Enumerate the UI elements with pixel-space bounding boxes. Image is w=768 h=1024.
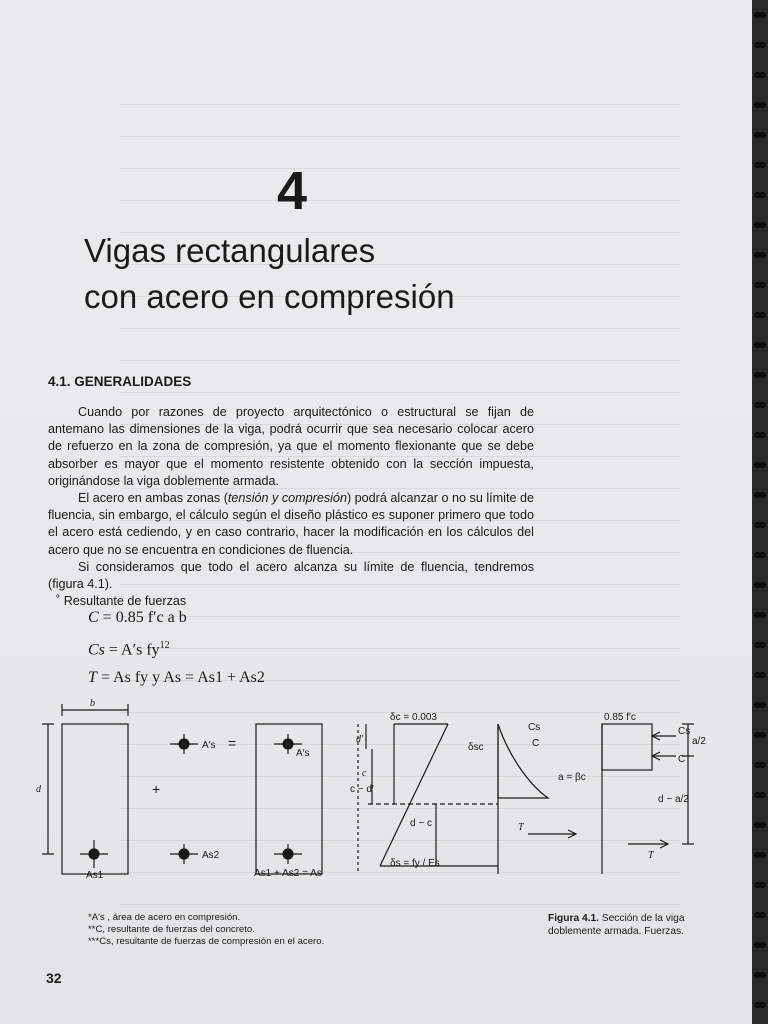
figure-caption [548, 912, 738, 938]
spiral-ring [754, 672, 766, 678]
spiral-ring [754, 372, 766, 378]
paragraph-4-text: Resultante de fuerzas [63, 594, 187, 609]
label-sum: As1 + As2 = As [254, 868, 322, 879]
paragraph-2 [48, 490, 534, 559]
label-plus: + [152, 781, 161, 797]
figure-4-1-diagram [28, 694, 728, 894]
force-equations [88, 604, 348, 692]
spiral-ring [754, 192, 766, 198]
chapter-title-line2: con acero en compresión [84, 278, 455, 315]
spiral-ring [754, 762, 766, 768]
equation-c [88, 604, 348, 632]
footnote-3: ***Cs, resultante de fuerzas de compresión en el acero. [88, 936, 325, 947]
label-cs-diagram: Cs [528, 722, 541, 733]
paragraph-2-emphasis: tensión y compresión [227, 491, 347, 506]
equivalent-stress-block [602, 724, 652, 770]
footnote-2: **C, resultante de fuerzas del concreto. [88, 924, 255, 935]
label-strain-top: δc = 0.003 [390, 712, 437, 723]
spiral-ring [754, 12, 766, 18]
spiral-ring [754, 222, 766, 228]
label-a-beta-c: a = βc [558, 772, 586, 783]
label-t-diagram: T [518, 822, 524, 833]
footnote-1: *A′s , área de acero en compresión. [88, 912, 241, 923]
spiral-ring [754, 942, 766, 948]
spiral-ring [754, 72, 766, 78]
spiral-ring [754, 312, 766, 318]
paragraph-1: Cuando por razones de proyecto arquitectónico o estructural se fijan de antemano las dimensiones de la viga, podrá ocurrir que sea necesario colocar acero de refuerzo en la zona de compresión, ya que el momento flexionante que se debe absorber es mayor que el momento resistente obtenido con la sección impuesta, originándose la viga doblemente armada. [48, 405, 534, 488]
label-equals: = [228, 735, 237, 751]
chapter-title-line1: Vigas rectangulares [84, 232, 376, 269]
spiral-ring [754, 132, 766, 138]
label-d: d [36, 784, 41, 795]
page-number: 32 [46, 970, 62, 986]
spiral-ring [754, 1002, 766, 1008]
section-heading: 4.1. GENERALIDADES [48, 374, 192, 389]
label-d-minus-c: d − c [410, 818, 432, 829]
chapter-title [84, 228, 544, 320]
equation-c-lhs: C [88, 609, 99, 626]
caption-text: Sección de la viga doblemente armada. Fuerzas. [548, 913, 685, 937]
spiral-ring [754, 432, 766, 438]
paragraph-3: Si consideramos que todo el acero alcanza su límite de fluencia, tendremos (figura 4.1). [48, 559, 534, 592]
label-d-prime: d′ [356, 734, 364, 745]
label-c: c [362, 768, 367, 779]
label-stress: 0.85 f′c [604, 712, 636, 723]
label-c-block: C [678, 754, 686, 765]
spiral-binding [752, 0, 768, 1024]
label-t-block: T [648, 850, 654, 861]
spiral-ring [754, 822, 766, 828]
section-body [48, 404, 534, 610]
spiral-ring [754, 462, 766, 468]
label-c-diagram: C [532, 738, 540, 749]
spiral-ring [754, 342, 766, 348]
caption-label: Figura 4.1. [548, 913, 599, 924]
spiral-ring [754, 162, 766, 168]
label-b: b [90, 698, 95, 709]
spiral-ring [754, 402, 766, 408]
spiral-ring [754, 612, 766, 618]
spiral-ring [754, 282, 766, 288]
equation-cs [88, 632, 348, 664]
spiral-ring [754, 702, 766, 708]
paragraph-2-before: El acero en ambas zonas ( [78, 491, 228, 506]
spiral-ring [754, 852, 766, 858]
spiral-ring [754, 912, 766, 918]
spiral-ring [754, 102, 766, 108]
label-strain-eq: δs = fy / Es [390, 858, 440, 869]
label-as2: As2 [202, 850, 220, 861]
footnotes [88, 912, 418, 948]
chapter-number: 4 [276, 161, 308, 221]
equation-cs-rhs: = A′s fy [108, 641, 160, 659]
strain-profile-line [380, 724, 448, 866]
label-as-prime: A′s [202, 740, 216, 751]
spiral-ring [754, 882, 766, 888]
label-c-minus-d: c − d′ [350, 784, 374, 795]
spiral-ring [754, 522, 766, 528]
spiral-ring [754, 642, 766, 648]
equation-c-rhs: = 0.85 f′c a b [102, 609, 187, 626]
spiral-ring [754, 552, 766, 558]
equation-t-lhs: T [88, 669, 97, 687]
spiral-ring [754, 732, 766, 738]
spiral-ring [754, 582, 766, 588]
paragraph-4: ˚ Resultante de fuerzas [56, 594, 187, 609]
spiral-ring [754, 252, 766, 258]
label-d-minus-a2: d − a/2 [658, 794, 689, 805]
spiral-ring [754, 792, 766, 798]
equation-t-rhs: = As fy y As = As1 + As2 [100, 669, 265, 687]
paragraph-2-after: ) podrá alcanzar o no su límite de fluencia, sin embargo, el cálculo según el diseño plástico es suponer primero que todo el acero está cediendo, y en caso contrario, hacer la modificación en los cálculos del acero que no se encuentra en condiciones de fluencia. [48, 491, 534, 557]
label-a-half: a/2 [692, 736, 706, 747]
parabolic-stress-block [498, 724, 548, 798]
label-delta-sc: δsc [468, 742, 484, 753]
equation-cs-ref: 12 [159, 640, 170, 651]
equation-t [88, 664, 348, 692]
spiral-ring [754, 972, 766, 978]
label-cs-block: Cs [678, 726, 691, 737]
label-as1: As1 [86, 870, 104, 881]
equation-cs-lhs: Cs [88, 641, 105, 659]
label-as-prime-combined: A′s [296, 748, 310, 759]
spiral-ring [754, 492, 766, 498]
spiral-ring [754, 42, 766, 48]
